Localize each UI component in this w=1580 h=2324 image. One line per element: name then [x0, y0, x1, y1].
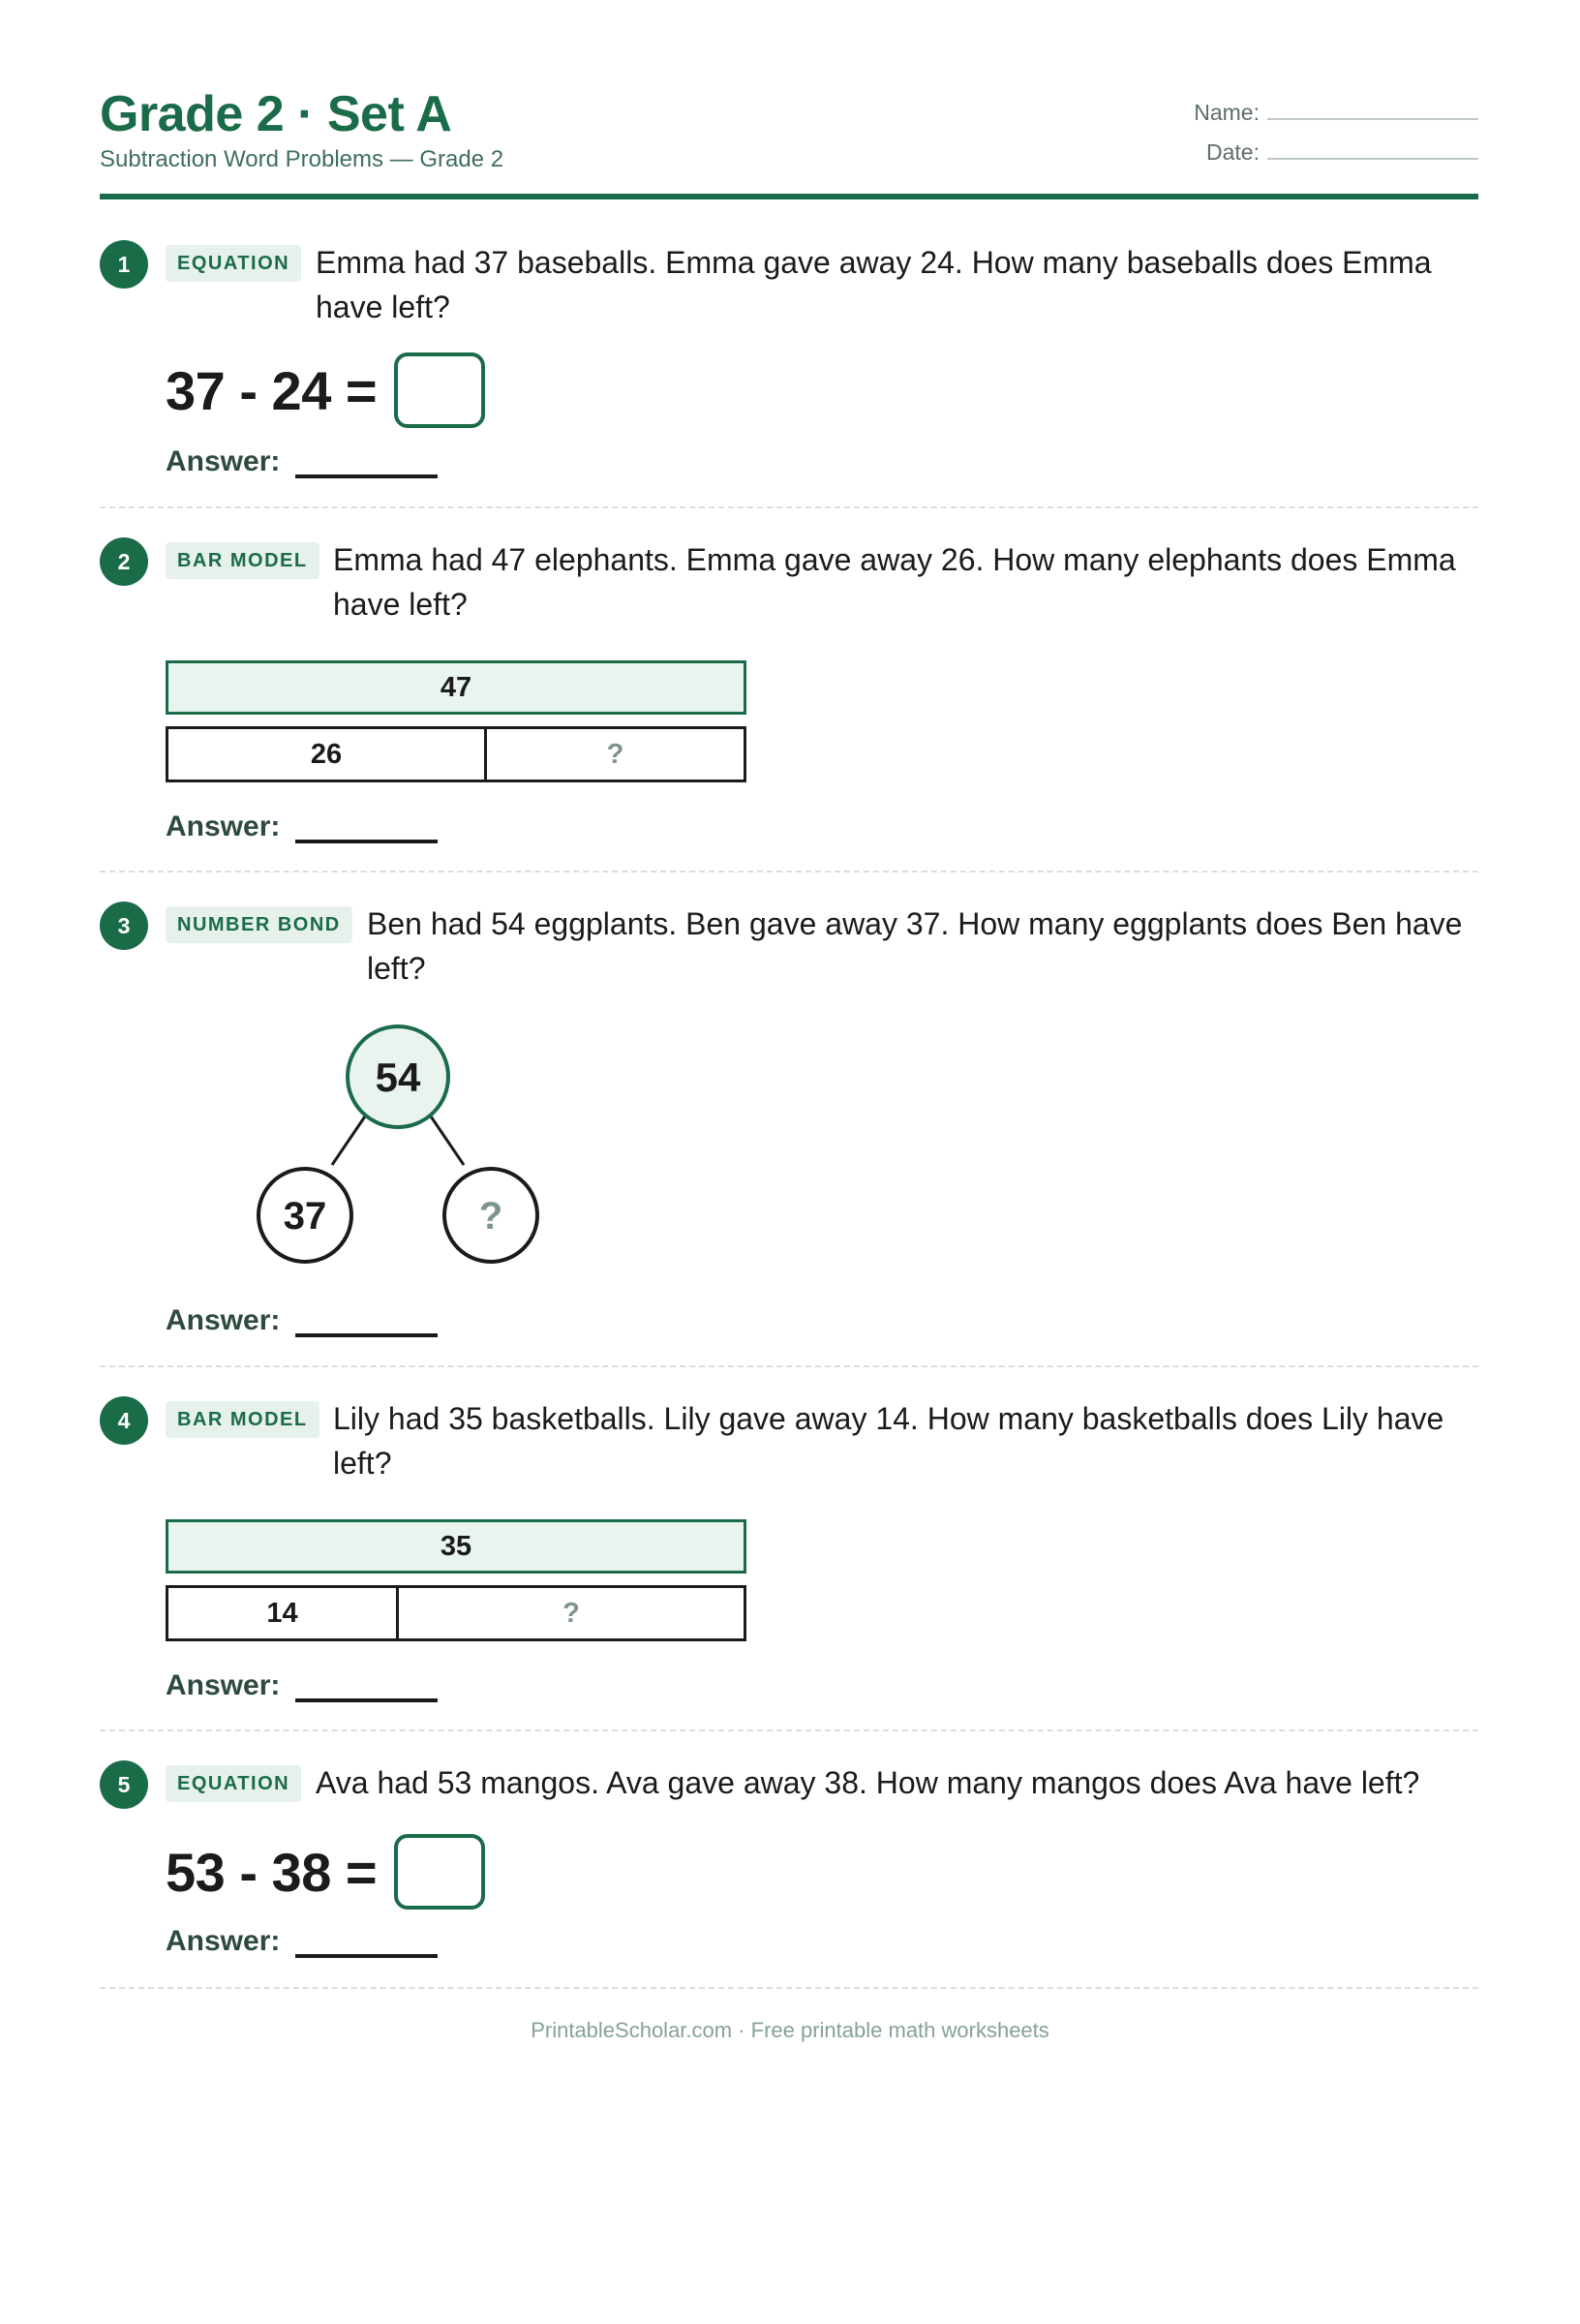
bond-whole-value: 54	[375, 1055, 421, 1100]
bar-whole: 47	[166, 660, 746, 715]
problem-number: 1	[100, 240, 148, 289]
bar-parts	[166, 726, 746, 782]
equation-text: 53 - 38 =	[166, 1841, 378, 1903]
bond-part-value: 37	[283, 1195, 327, 1238]
problem-type-tag: NUMBER BOND	[166, 906, 352, 943]
date-label: Date:	[1206, 139, 1260, 165]
date-field	[1206, 138, 1478, 166]
date-line[interactable]	[1267, 158, 1478, 160]
answer-line[interactable]	[295, 1333, 438, 1337]
problem-type-tag: EQUATION	[166, 245, 301, 282]
name-line[interactable]	[1267, 118, 1478, 120]
answer-box[interactable]	[394, 352, 485, 428]
page-footer: PrintableScholar.com · Free printable math worksheets	[531, 2018, 1049, 2042]
bar-parts	[166, 1585, 746, 1641]
bar-part-unknown[interactable]: ?	[606, 738, 624, 770]
answer-line[interactable]	[295, 474, 438, 478]
bar-part-known: 14	[168, 1588, 399, 1638]
problem-1	[100, 240, 1478, 508]
problem-5	[100, 1760, 1478, 1989]
problem-number: 5	[100, 1760, 148, 1809]
page-title: Grade 2 · Set A	[100, 86, 452, 142]
answer-label: Answer:	[166, 810, 281, 842]
answer-line[interactable]	[295, 1698, 438, 1702]
problem-type-tag: BAR MODEL	[166, 542, 319, 579]
bar-whole: 35	[166, 1519, 746, 1574]
answer-label: Answer:	[166, 1304, 281, 1336]
bar-part-unknown[interactable]: ?	[562, 1597, 580, 1629]
answer-label: Answer:	[166, 1925, 281, 1957]
name-field	[1194, 99, 1478, 126]
problem-type-tag: BAR MODEL	[166, 1401, 319, 1438]
bond-connector-left	[332, 1111, 369, 1165]
question-text: Emma had 37 baseballs. Emma gave away 24. How many baseballs does Emma have left?	[316, 245, 1432, 324]
answer-row	[166, 445, 438, 478]
problem-4	[100, 1396, 1478, 1731]
bond-connector-right	[427, 1111, 464, 1165]
problem-type-tag: EQUATION	[166, 1765, 301, 1802]
answer-label: Answer:	[166, 1669, 281, 1701]
problem-number: 2	[100, 537, 148, 586]
problem-3	[100, 902, 1478, 1367]
answer-row	[166, 1669, 438, 1702]
page-subtitle: Subtraction Word Problems — Grade 2	[100, 146, 504, 172]
worksheet-header	[100, 85, 1478, 199]
number-bond	[100, 1018, 681, 1274]
equation-text: 37 - 24 =	[166, 359, 378, 421]
answer-label: Answer:	[166, 445, 281, 477]
answer-line[interactable]	[295, 1954, 438, 1958]
answer-row	[166, 810, 438, 843]
answer-row	[166, 1925, 438, 1958]
bond-unknown-value: ?	[478, 1195, 503, 1238]
answer-row	[166, 1304, 438, 1337]
problem-number: 4	[100, 1396, 148, 1445]
equation	[166, 352, 485, 428]
name-label: Name:	[1194, 100, 1260, 125]
answer-line[interactable]	[295, 840, 438, 843]
question-text: Ava had 53 mangos. Ava gave away 38. How many mangos does Ava have left?	[316, 1765, 1420, 1800]
equation	[166, 1834, 485, 1910]
question-text: Ben had 54 eggplants. Ben gave away 37. How many eggplants does Ben have left?	[367, 906, 1463, 986]
problem-2	[100, 537, 1478, 872]
answer-box[interactable]	[394, 1834, 485, 1910]
problem-number: 3	[100, 902, 148, 950]
bar-part-known: 26	[168, 729, 487, 780]
question-text: Lily had 35 basketballs. Lily gave away 14. How many basketballs does Lily have left?	[333, 1401, 1444, 1481]
number-bond-diagram	[100, 1018, 681, 1269]
question-text: Emma had 47 elephants. Emma gave away 26. How many elephants does Emma have left?	[333, 542, 1456, 622]
